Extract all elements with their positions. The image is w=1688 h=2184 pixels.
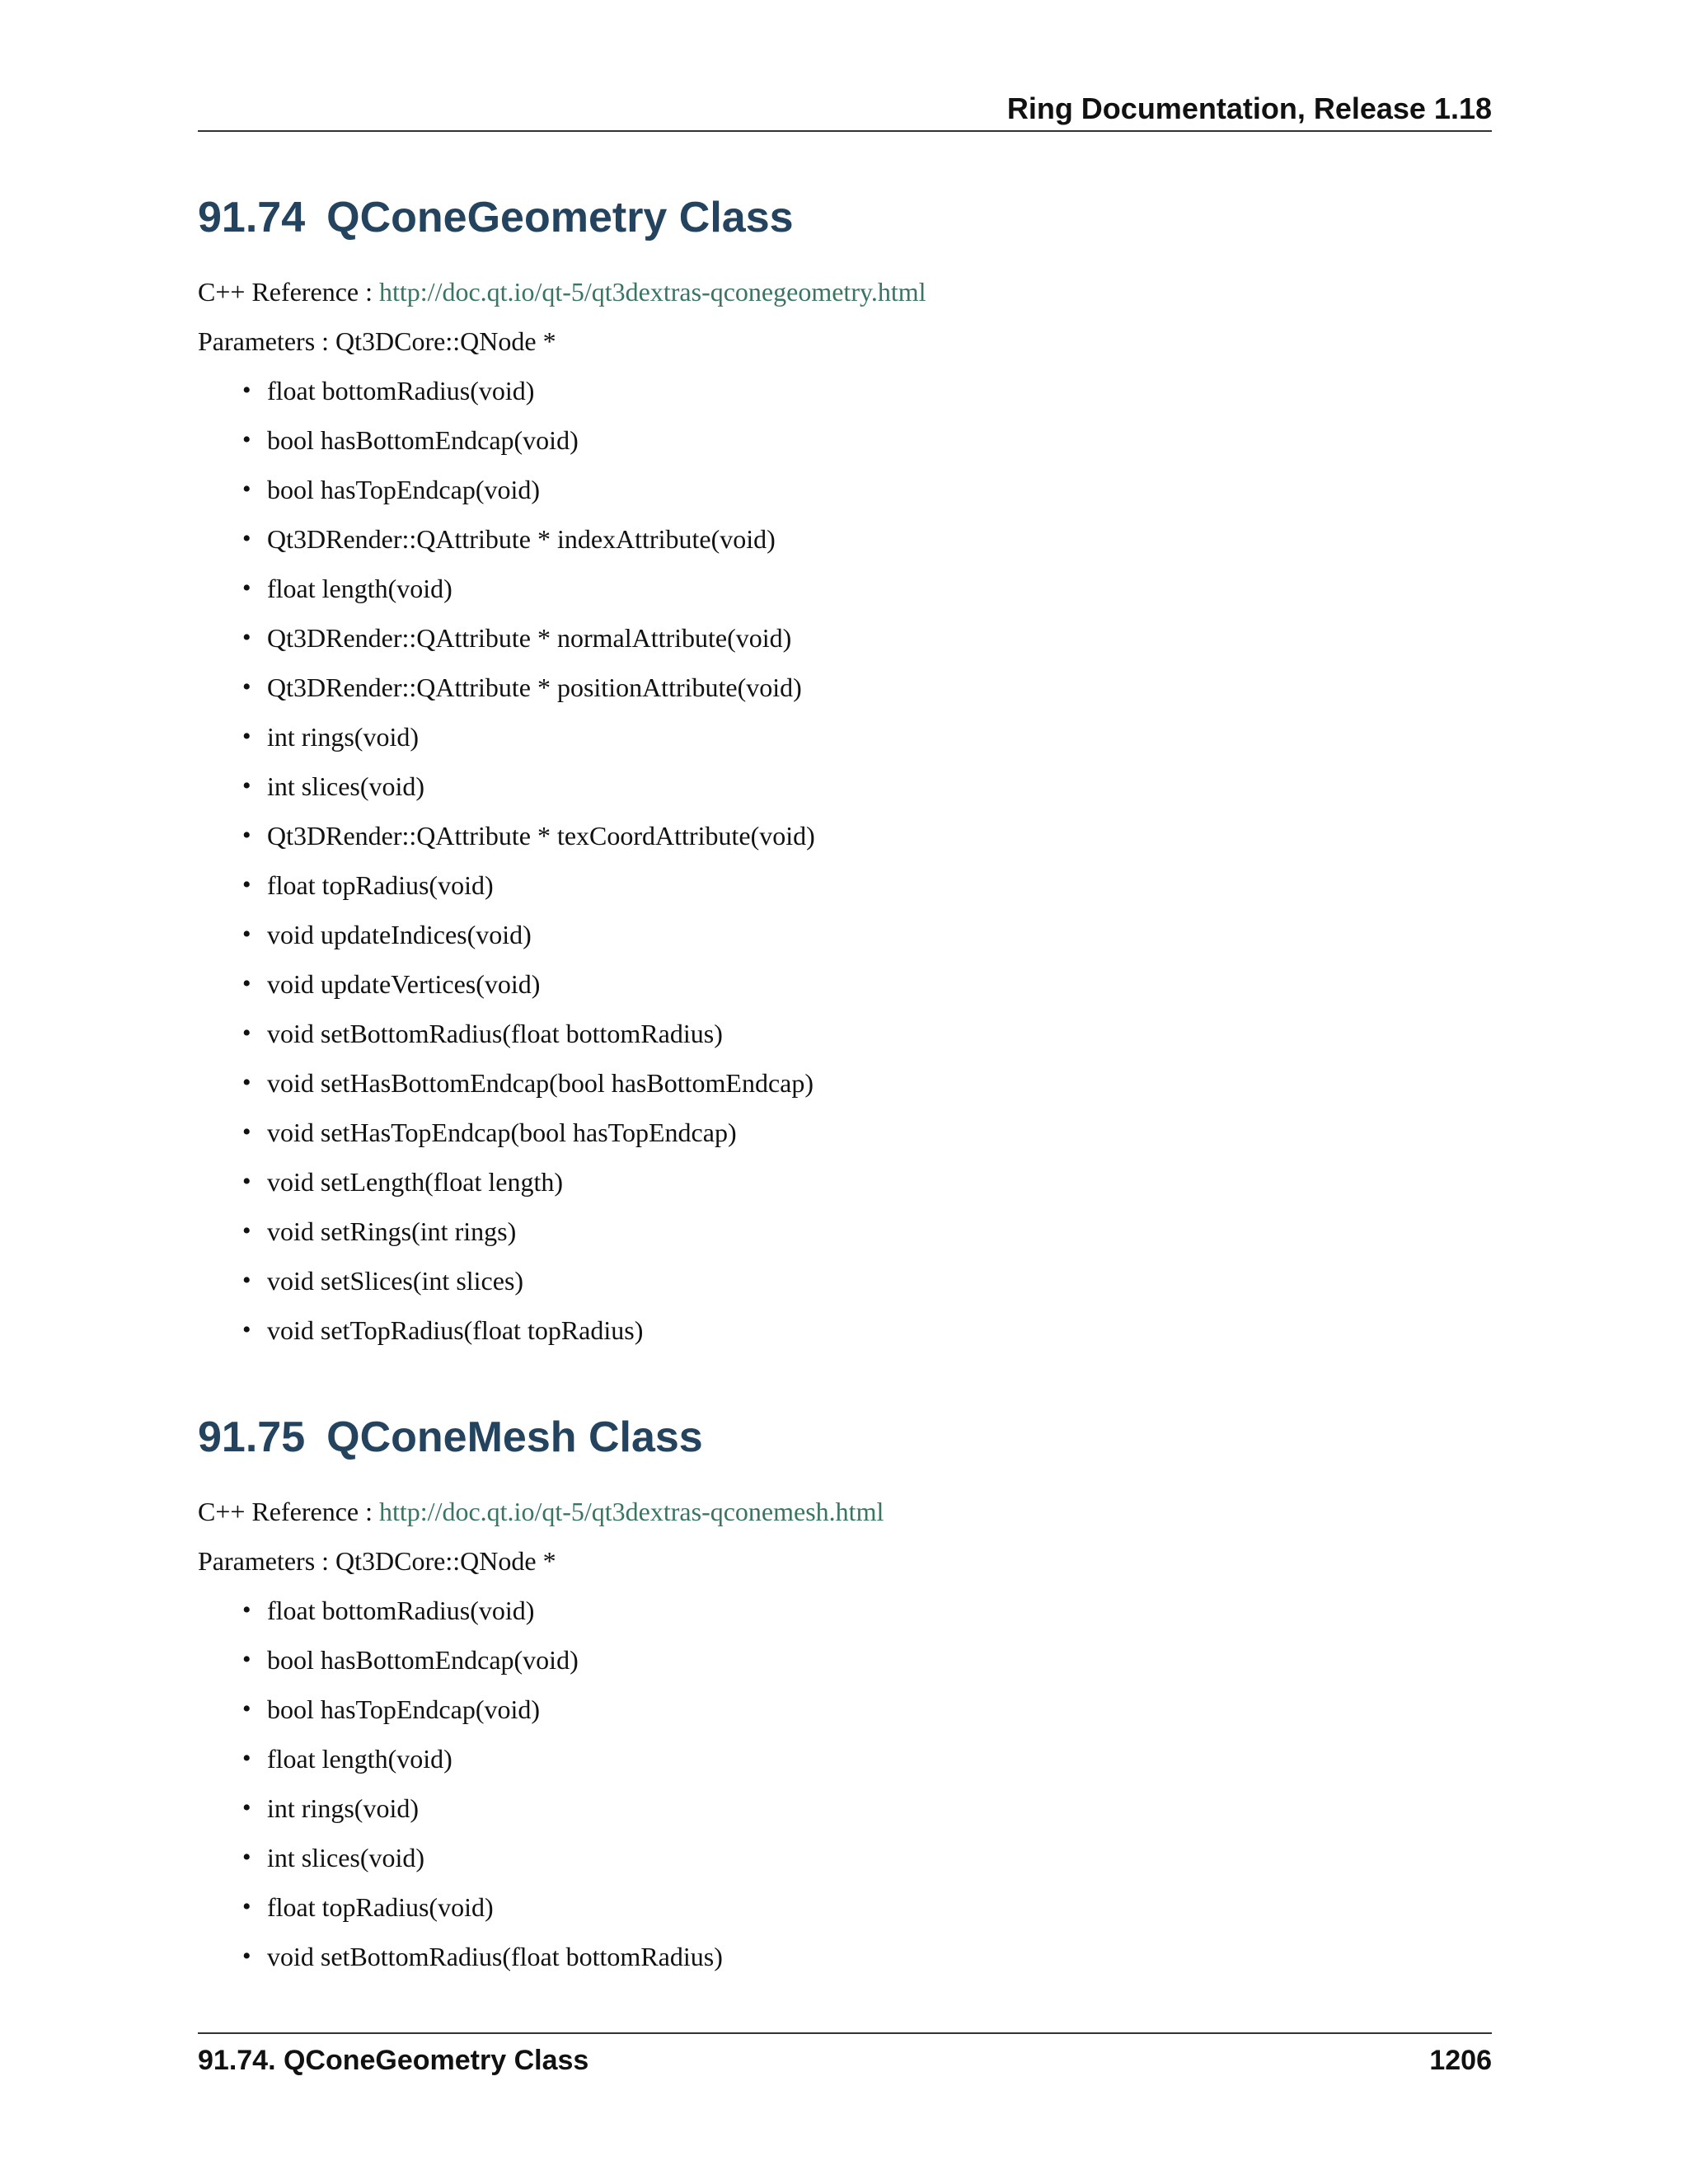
method-item bbox=[242, 1066, 1492, 1099]
method-signature: int rings(void) bbox=[267, 722, 419, 752]
method-item bbox=[242, 1116, 1492, 1149]
bullet-icon: • bbox=[242, 1893, 251, 1920]
bullet-icon: • bbox=[242, 1695, 251, 1722]
section-heading bbox=[198, 191, 1492, 244]
method-signature: void setHasBottomEndcap(bool hasBottomEndcap) bbox=[267, 1068, 814, 1098]
method-signature: bool hasBottomEndcap(void) bbox=[267, 1645, 579, 1675]
parameters-line bbox=[198, 1544, 1492, 1577]
cpp-reference-label: C++ Reference : bbox=[198, 1497, 373, 1526]
method-signature: bool hasBottomEndcap(void) bbox=[267, 425, 579, 455]
bullet-icon: • bbox=[242, 476, 251, 503]
cpp-reference-line bbox=[198, 1495, 1492, 1528]
method-item bbox=[242, 671, 1492, 704]
bullet-icon: • bbox=[242, 1217, 251, 1244]
cpp-reference-label: C++ Reference : bbox=[198, 277, 373, 307]
method-signature: int rings(void) bbox=[267, 1793, 419, 1823]
method-item bbox=[242, 968, 1492, 1001]
method-item bbox=[242, 1693, 1492, 1726]
bullet-icon: • bbox=[242, 1646, 251, 1673]
bullet-icon: • bbox=[242, 970, 251, 997]
parameters-value: Qt3DCore::QNode * bbox=[335, 326, 556, 356]
method-item bbox=[242, 1742, 1492, 1775]
bullet-icon: • bbox=[242, 377, 251, 404]
footer-section-ref: 91.74. QConeGeometry Class bbox=[198, 2045, 589, 2076]
bullet-icon: • bbox=[242, 772, 251, 799]
bullet-icon: • bbox=[242, 723, 251, 750]
section-qconegeometry bbox=[198, 191, 1492, 1363]
method-item bbox=[242, 1215, 1492, 1248]
section-title: QConeMesh Class bbox=[326, 1413, 703, 1461]
bullet-icon: • bbox=[242, 822, 251, 849]
method-signature: void setBottomRadius(float bottomRadius) bbox=[267, 1019, 723, 1048]
method-item bbox=[242, 1264, 1492, 1297]
parameters-line bbox=[198, 325, 1492, 358]
bullet-icon: • bbox=[242, 1745, 251, 1772]
bullet-icon: • bbox=[242, 1844, 251, 1871]
method-item bbox=[242, 1314, 1492, 1347]
section-number: 91.75 bbox=[198, 1413, 306, 1461]
method-signature: void setSlices(int slices) bbox=[267, 1266, 524, 1296]
bullet-icon: • bbox=[242, 1019, 251, 1047]
method-item bbox=[242, 720, 1492, 753]
method-item bbox=[242, 1594, 1492, 1627]
method-signature: float length(void) bbox=[267, 574, 452, 603]
page-header bbox=[198, 91, 1492, 132]
method-signature: bool hasTopEndcap(void) bbox=[267, 1694, 541, 1724]
method-signature: float bottomRadius(void) bbox=[267, 1596, 535, 1625]
method-signature: float bottomRadius(void) bbox=[267, 376, 535, 405]
method-signature: void updateIndices(void) bbox=[267, 920, 532, 949]
method-signature: void setLength(float length) bbox=[267, 1167, 564, 1197]
bullet-icon: • bbox=[242, 624, 251, 651]
method-signature: float topRadius(void) bbox=[267, 870, 494, 900]
parameters-value: Qt3DCore::QNode * bbox=[335, 1546, 556, 1576]
bullet-icon: • bbox=[242, 426, 251, 453]
page-footer bbox=[198, 2032, 1492, 2083]
method-item bbox=[242, 523, 1492, 555]
method-item bbox=[242, 572, 1492, 605]
bullet-icon: • bbox=[242, 871, 251, 898]
cpp-reference-link[interactable]: http://doc.qt.io/qt-5/qt3dextras-qconemesh.html bbox=[379, 1497, 884, 1526]
method-item bbox=[242, 918, 1492, 951]
method-signature: void setRings(int rings) bbox=[267, 1216, 517, 1246]
method-item bbox=[242, 1643, 1492, 1676]
method-list bbox=[198, 374, 1492, 1347]
method-signature: float topRadius(void) bbox=[267, 1892, 494, 1922]
method-signature: void setTopRadius(float topRadius) bbox=[267, 1315, 644, 1345]
method-signature: void updateVertices(void) bbox=[267, 969, 541, 999]
method-item bbox=[242, 770, 1492, 803]
method-item bbox=[242, 1165, 1492, 1198]
method-signature: Qt3DRender::QAttribute * positionAttribute(void) bbox=[267, 673, 802, 702]
bullet-icon: • bbox=[242, 1316, 251, 1343]
method-list bbox=[198, 1594, 1492, 1973]
parameters-label: Parameters : bbox=[198, 1546, 330, 1576]
method-signature: void setBottomRadius(float bottomRadius) bbox=[267, 1942, 723, 1971]
method-item bbox=[242, 374, 1492, 407]
bullet-icon: • bbox=[242, 1069, 251, 1096]
bullet-icon: • bbox=[242, 1267, 251, 1294]
cpp-reference-line bbox=[198, 275, 1492, 308]
bullet-icon: • bbox=[242, 1794, 251, 1821]
section-heading bbox=[198, 1411, 1492, 1464]
method-item bbox=[242, 1891, 1492, 1924]
bullet-icon: • bbox=[242, 1168, 251, 1195]
method-signature: float length(void) bbox=[267, 1744, 452, 1774]
section-qconemesh bbox=[198, 1411, 1492, 1990]
method-signature: bool hasTopEndcap(void) bbox=[267, 475, 541, 504]
method-item bbox=[242, 621, 1492, 654]
section-title: QConeGeometry Class bbox=[326, 194, 794, 241]
bullet-icon: • bbox=[242, 1118, 251, 1146]
method-item bbox=[242, 869, 1492, 902]
bullet-icon: • bbox=[242, 921, 251, 948]
method-signature: int slices(void) bbox=[267, 1843, 425, 1872]
method-item bbox=[242, 1940, 1492, 1973]
method-signature: int slices(void) bbox=[267, 771, 425, 801]
method-signature: Qt3DRender::QAttribute * texCoordAttribute(void) bbox=[267, 821, 815, 851]
method-item bbox=[242, 819, 1492, 852]
bullet-icon: • bbox=[242, 525, 251, 552]
document-title: Ring Documentation, Release 1.18 bbox=[1006, 91, 1492, 125]
method-item bbox=[242, 424, 1492, 457]
method-signature: Qt3DRender::QAttribute * normalAttribute(void) bbox=[267, 623, 792, 653]
section-number: 91.74 bbox=[198, 194, 306, 241]
method-signature: Qt3DRender::QAttribute * indexAttribute(void) bbox=[267, 524, 776, 554]
bullet-icon: • bbox=[242, 673, 251, 701]
page-number: 1206 bbox=[1429, 2045, 1492, 2076]
parameters-label: Parameters : bbox=[198, 326, 330, 356]
cpp-reference-link[interactable]: http://doc.qt.io/qt-5/qt3dextras-qconegeometry.html bbox=[379, 277, 926, 307]
method-item bbox=[242, 1792, 1492, 1825]
method-item bbox=[242, 473, 1492, 506]
bullet-icon: • bbox=[242, 1596, 251, 1624]
bullet-icon: • bbox=[242, 1943, 251, 1970]
method-item bbox=[242, 1841, 1492, 1874]
bullet-icon: • bbox=[242, 574, 251, 602]
method-item bbox=[242, 1017, 1492, 1050]
method-signature: void setHasTopEndcap(bool hasTopEndcap) bbox=[267, 1118, 737, 1147]
